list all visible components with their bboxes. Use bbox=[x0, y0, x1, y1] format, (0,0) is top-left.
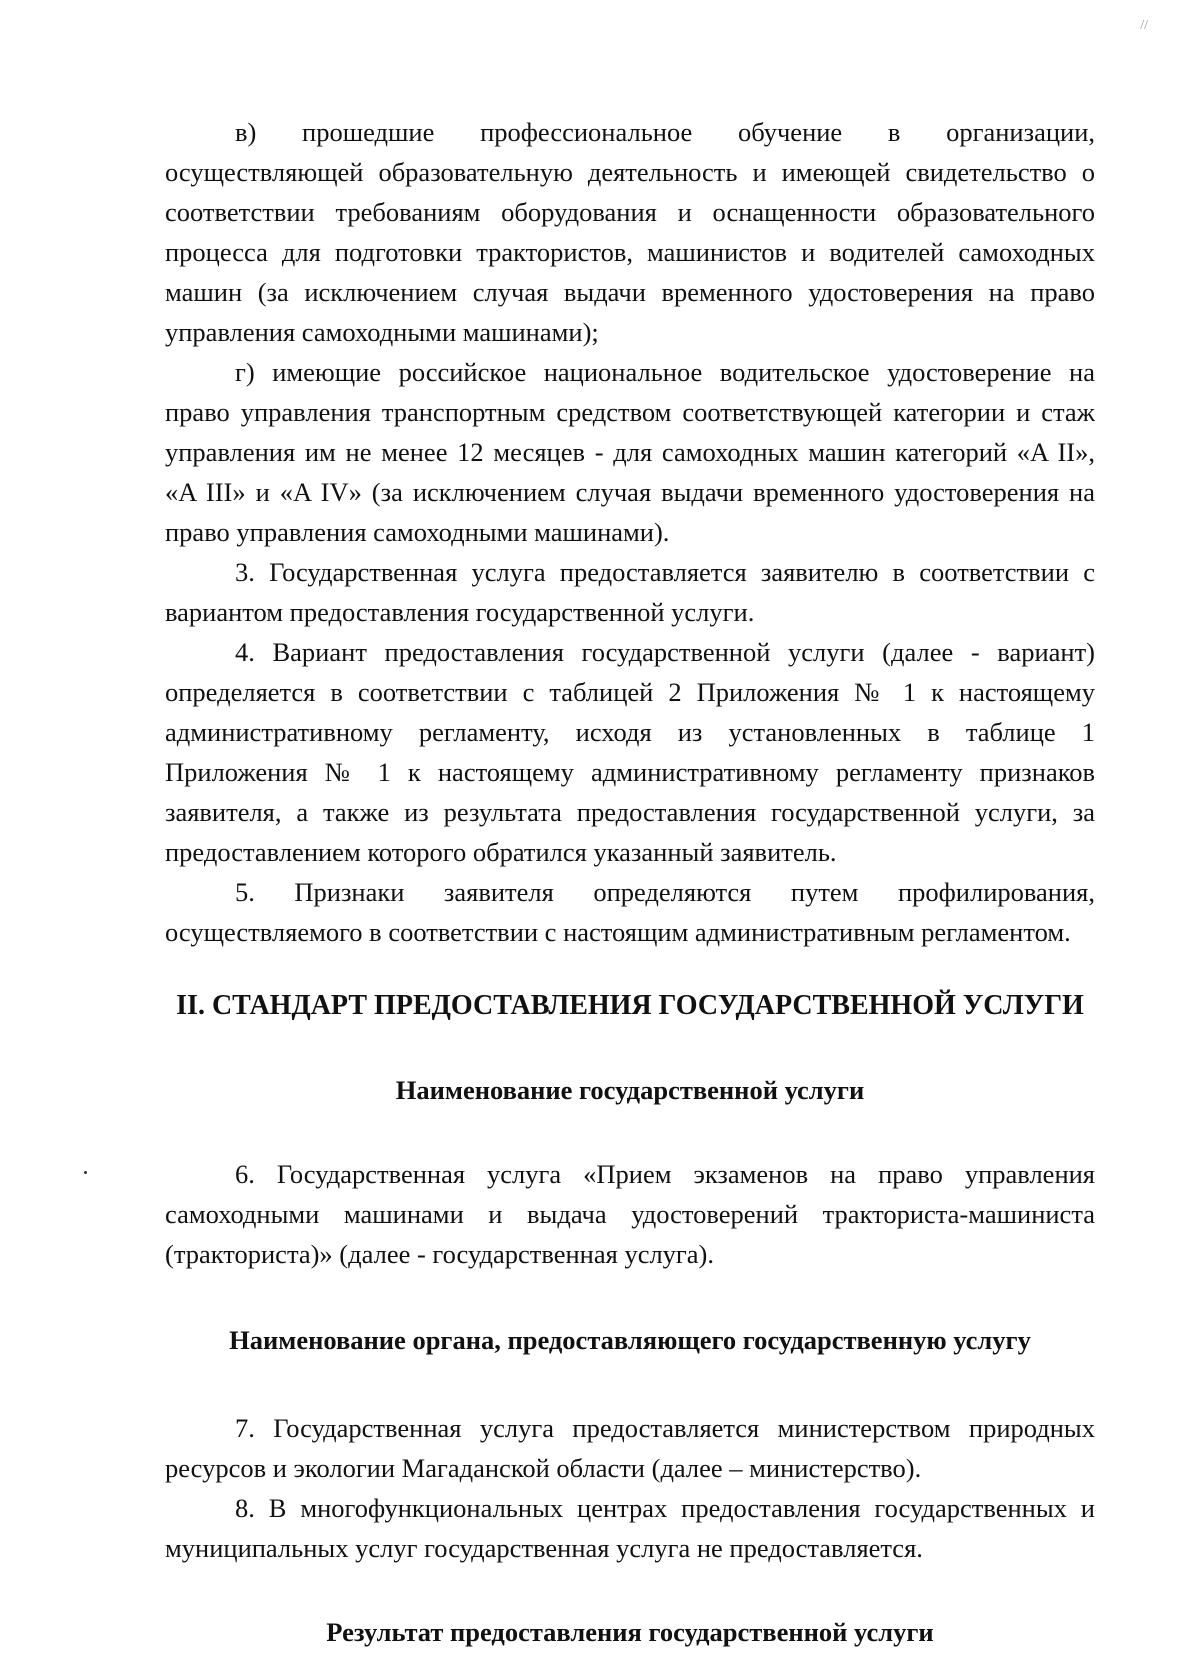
paragraph-3: 3. Государственная услуга предоставляется заявителю в соответствии с вариантом предоставления государственной услуги. bbox=[165, 557, 1095, 627]
paragraph-v: в) прошедшие профессиональное обучение в организации, осуществляющей образовательную деятельность и имеющей свидетельство о соответствии требованиям оборудования и оснащенности образовательного процесса для подготовки трактористов, машинистов и водителей самоходных машин (за исключением случая выдачи временного удостоверения на право управления самоходными машинами); bbox=[165, 117, 1095, 347]
paragraph-6: 6. Государственная услуга «Прием экзаменов на право управления самоходными машинами и выдача удостоверений тракториста-машиниста (тракториста)» (далее - государственная услуга). bbox=[165, 1159, 1095, 1269]
paragraph-5: 5. Признаки заявителя определяются путем профилирования, осуществляемого в соответствии с настоящим административным регламентом. bbox=[165, 877, 1095, 947]
document-page bbox=[165, 112, 1095, 1652]
paragraph-g: г) имеющие российское национальное водительское удостоверение на право управления транспортным средством соответствующей категории и стаж управления им не менее 12 месяцев - для самоходных машин категорий «A II», «A III» и «A IV» (за исключением случая выдачи временного удостоверения на право управления самоходными машинами). bbox=[165, 357, 1095, 547]
page-mark: // bbox=[1140, 18, 1148, 33]
section-title: II. СТАНДАРТ ПРЕДОСТАВЛЕНИЯ ГОСУДАРСТВЕННОЙ УСЛУГИ bbox=[176, 990, 1084, 1021]
paragraph-4: 4. Вариант предоставления государственной услуги (далее - вариант) определяется в соответствии с таблицей 2 Приложения № 1 к настоящему административному регламенту, исходя из установленных в таблице 1 Приложения № 1 к настоящему административному регламенту признаков заявителя, а также из результата предоставления государственной услуги, за предоставлением которого обратился указанный заявитель. bbox=[165, 637, 1095, 867]
scan-speck bbox=[84, 1171, 87, 1174]
paragraph-8: 8. В многофункциональных центрах предоставления государственных и муниципальных услуг государственная услуга не предоставляется. bbox=[165, 1493, 1095, 1563]
paragraph-7: 7. Государственная услуга предоставляется министерством природных ресурсов и экологии Магаданской области (далее – министерство). bbox=[165, 1413, 1095, 1483]
subsection-title-authority: Наименование органа, предоставляющего государственную услугу bbox=[229, 1325, 1031, 1355]
subsection-title-result: Результат предоставления государственной услуги bbox=[326, 1617, 934, 1647]
subsection-title-service-name: Наименование государственной услуги bbox=[395, 1075, 865, 1105]
